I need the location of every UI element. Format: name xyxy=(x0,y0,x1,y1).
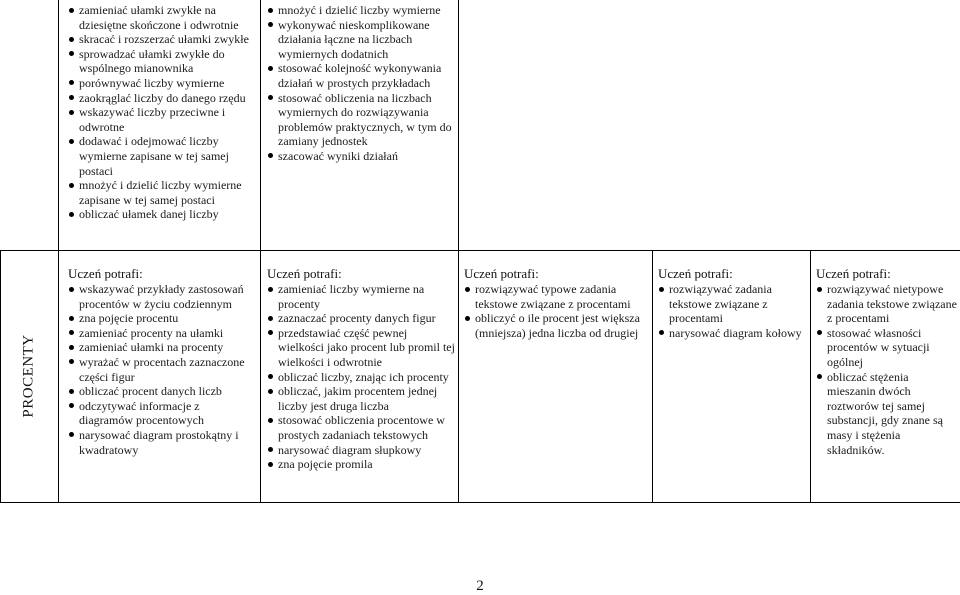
list-item: narysować diagram słupkowy xyxy=(267,443,455,458)
list-item: obliczać liczby, znając ich procenty xyxy=(267,370,455,385)
skill-list xyxy=(68,282,256,457)
column-heading: Uczeń potrafi: xyxy=(464,266,539,281)
list-item: zaokrąglać liczby do danego rzędu xyxy=(68,91,258,106)
grid-line xyxy=(458,0,459,502)
column-heading: Uczeń potrafi: xyxy=(267,266,342,281)
skill-list xyxy=(68,3,258,222)
grid-line xyxy=(0,250,960,251)
grid-line xyxy=(58,0,59,250)
list-item: obliczać stężenia mieszanin dwóch roztworów tej samej substancji, gdy znane są masy i stężenia składników. xyxy=(816,370,958,458)
top-cell-col2 xyxy=(267,3,455,164)
section-cell-col4 xyxy=(658,252,808,340)
list-item: porównywać liczby wymierne xyxy=(68,76,258,91)
list-item: rozwiązywać typowe zadania tekstowe związane z procentami xyxy=(464,282,650,311)
column-heading: Uczeń potrafi: xyxy=(68,266,143,281)
skill-list xyxy=(816,282,958,457)
list-item: stosować kolejność wykonywania działań w prostych przykładach xyxy=(267,61,455,90)
section-cell-col3 xyxy=(464,252,650,340)
skill-list xyxy=(464,282,650,340)
list-item: wskazywać liczby przeciwne i odwrotne xyxy=(68,105,258,134)
list-item: dodawać i odejmować liczby wymierne zapisane w tej samej postaci xyxy=(68,134,258,178)
list-item: obliczać, jakim procentem jednej liczby jest druga liczba xyxy=(267,384,455,413)
section-cell-col1 xyxy=(68,252,256,457)
list-item: mnożyć i dzielić liczby wymierne zapisane w tej samej postaci xyxy=(68,178,258,207)
list-item: wyrażać w procentach zaznaczone części figur xyxy=(68,355,256,384)
list-item: narysować diagram prostokątny i kwadratowy xyxy=(68,428,256,457)
grid-line xyxy=(58,250,59,502)
list-item: obliczyć o ile procent jest większa (mniejsza) jedna liczba od drugiej xyxy=(464,311,650,340)
list-item: stosować własności procentów w sytuacji ogólnej xyxy=(816,326,958,370)
list-item: obliczać ułamek danej liczby xyxy=(68,207,258,222)
list-item: zaznaczać procenty danych figur xyxy=(267,311,455,326)
section-label-cell xyxy=(0,250,58,502)
column-heading: Uczeń potrafi: xyxy=(816,266,891,281)
list-item: zna pojęcie promila xyxy=(267,457,455,472)
list-item: szacować wyniki działań xyxy=(267,149,455,164)
list-item: obliczać procent danych liczb xyxy=(68,384,256,399)
list-item: zamieniać ułamki na procenty xyxy=(68,340,256,355)
list-item: przedstawiać część pewnej wielkości jako procent lub promil tej wielkości i odwrotnie xyxy=(267,326,455,370)
skill-list xyxy=(267,282,455,472)
section-cell-col5 xyxy=(816,252,958,457)
list-item: sprowadzać ułamki zwykłe do wspólnego mianownika xyxy=(68,47,258,76)
page-number: 2 xyxy=(476,578,484,594)
grid-line xyxy=(0,502,960,503)
column-heading: Uczeń potrafi: xyxy=(658,266,733,281)
list-item: mnożyć i dzielić liczby wymierne xyxy=(267,3,455,18)
section-cell-col2 xyxy=(267,252,455,472)
list-item: wskazywać przykłady zastosowań procentów w życiu codziennym xyxy=(68,282,256,311)
list-item: zamieniać procenty na ułamki xyxy=(68,326,256,341)
list-item: skracać i rozszerzać ułamki zwykłe xyxy=(68,32,258,47)
list-item: zamieniać liczby wymierne na procenty xyxy=(267,282,455,311)
list-item: rozwiązywać nietypowe zadania tekstowe związane z procentami xyxy=(816,282,958,326)
list-item: stosować obliczenia procentowe w prostych zadaniach tekstowych xyxy=(267,413,455,442)
list-item: stosować obliczenia na liczbach wymiernych do rozwiązywania problemów praktycznych, w tym do zamiany jednostek xyxy=(267,91,455,149)
list-item: zamieniać ułamki zwykłe na dziesiętne skończone i odwrotnie xyxy=(68,3,258,32)
top-cell-col1 xyxy=(68,3,258,222)
grid-line xyxy=(810,250,811,502)
skill-list xyxy=(658,282,808,340)
skill-list xyxy=(267,3,455,164)
grid-line xyxy=(652,250,653,502)
list-item: rozwiązywać zadania tekstowe związane z procentami xyxy=(658,282,808,326)
list-item: odczytywać informacje z diagramów procentowych xyxy=(68,399,256,428)
section-title: PROCENTY xyxy=(20,334,37,418)
list-item: wykonywać nieskomplikowane działania łączne na liczbach wymiernych dodatnich xyxy=(267,18,455,62)
grid-line xyxy=(260,0,261,502)
list-item: zna pojęcie procentu xyxy=(68,311,256,326)
list-item: narysować diagram kołowy xyxy=(658,326,808,341)
